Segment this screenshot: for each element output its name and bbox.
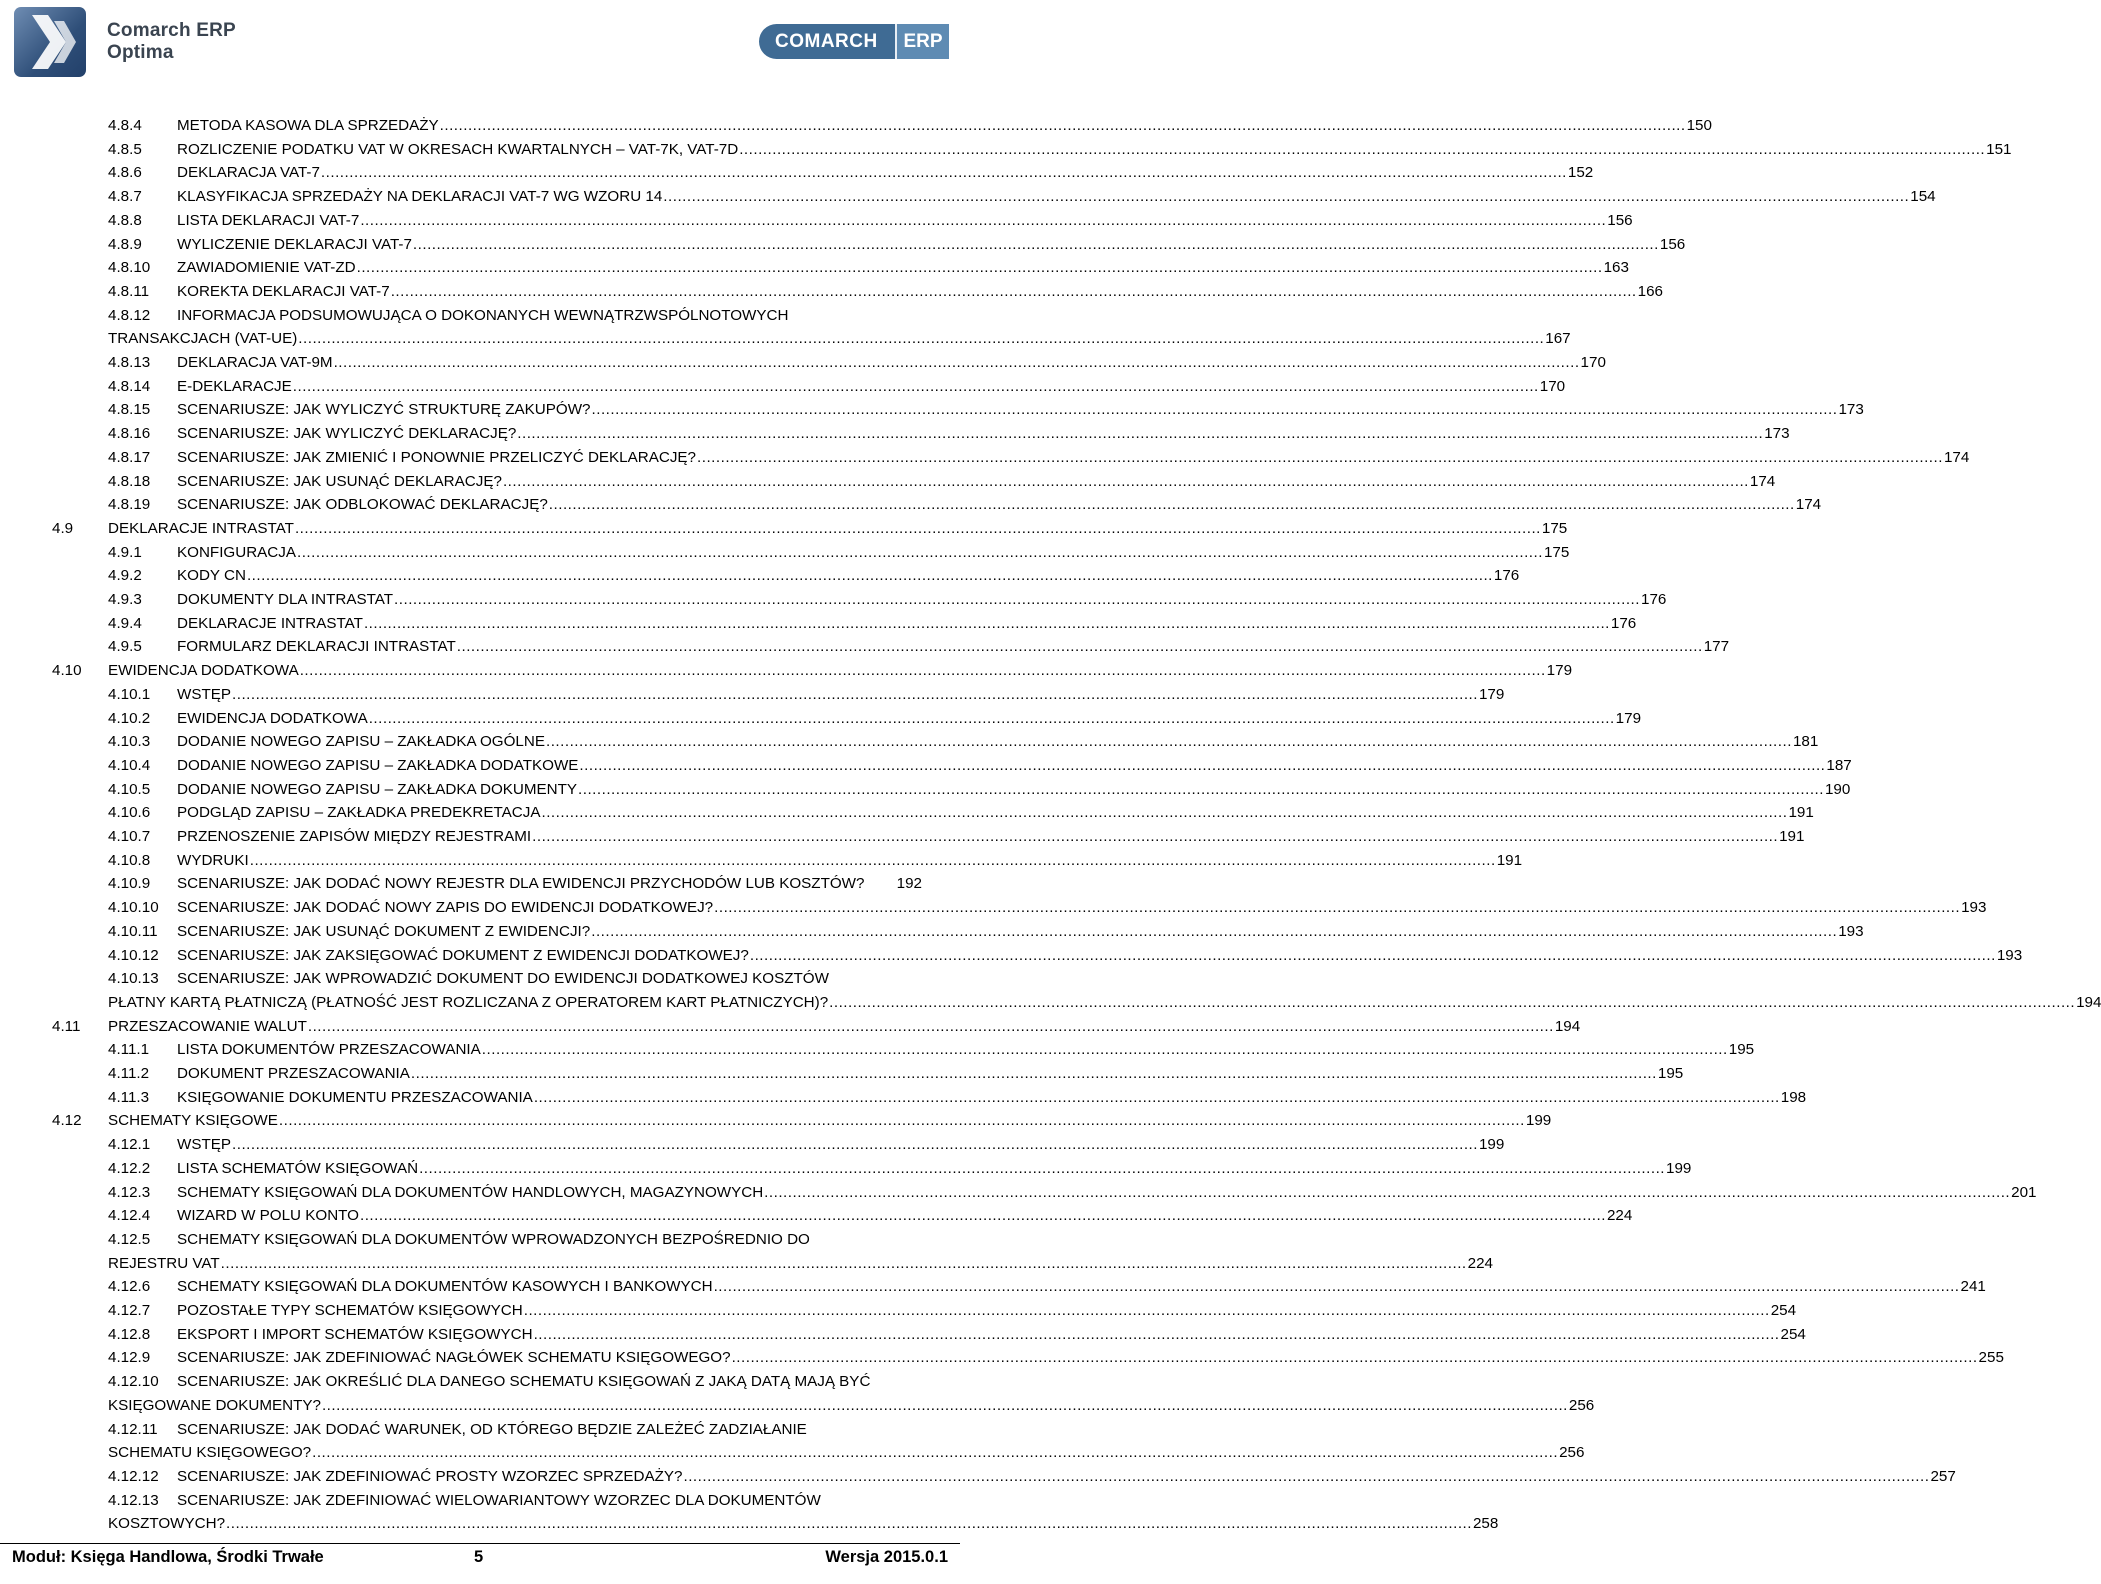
toc-leader-dots: [532, 825, 1778, 849]
toc-entry-page: 199: [1666, 1160, 1692, 1177]
toc-entry-title: WYDRUKI: [177, 852, 249, 869]
toc-entry-row[interactable]: [177, 896, 1987, 920]
toc-entry-page: 257: [1930, 1468, 1956, 1485]
toc-leader-dots: [549, 493, 1795, 517]
toc-entry-title: SCHEMATY KSIĘGOWAŃ DLA DOKUMENTÓW KASOWYCH I BANKOWYCH: [177, 1278, 713, 1295]
toc-entry-number: 4.8.18: [108, 473, 151, 490]
toc-entry-page: 187: [1826, 757, 1852, 774]
toc-entry-row[interactable]: [108, 1015, 1581, 1039]
toc-entry-page: 151: [1986, 141, 2012, 158]
toc-leader-dots: [394, 588, 1640, 612]
toc-entry-title: SCENARIUSZE: JAK USUNĄĆ DOKUMENT Z EWIDENCJI?: [177, 923, 591, 940]
toc-entry-row[interactable]: [177, 185, 1936, 209]
toc-entry-row[interactable]: [108, 1512, 1499, 1536]
footer-page-number: 5: [474, 1548, 484, 1566]
toc-entry-page: 173: [1838, 401, 1864, 418]
toc-entry-number: 4.12.5: [108, 1231, 151, 1248]
toc-entry-number: 4.12.12: [108, 1468, 159, 1485]
toc-entry-row[interactable]: [177, 754, 1852, 778]
toc-entry-page: 177: [1703, 638, 1730, 655]
toc-entry-title-continuation: PŁATNY KARTĄ PŁATNICZĄ (PŁATNOŚĆ JEST ROZLICZANA Z OPERATOREM KART PŁATNICZYCH)?: [108, 994, 829, 1011]
toc-leader-dots: [364, 612, 1610, 636]
toc-entry-page: 166: [1637, 283, 1663, 300]
toc-entry-page: 199: [1525, 1112, 1552, 1129]
toc-leader-dots: [369, 707, 1615, 731]
toc-leader-dots: [419, 1157, 1665, 1181]
toc-leader-dots: [308, 1015, 1554, 1039]
toc-entry-page: 174: [1795, 496, 1822, 513]
toc-entry-number: 4.8.17: [108, 449, 151, 466]
toc-entry-row[interactable]: [177, 138, 2012, 162]
toc-leader-dots: [534, 1086, 1780, 1110]
toc-entry-number: 4.9: [52, 520, 74, 537]
toc-entry-page: 256: [1559, 1444, 1585, 1461]
toc-entry-number: 4.12.8: [108, 1326, 151, 1343]
toc-entry-row[interactable]: [177, 683, 1505, 707]
toc-entry-title: DEKLARACJA VAT-7: [177, 164, 320, 181]
toc-entry-page: 150: [1686, 117, 1712, 134]
toc-entry-number: 4.8.13: [108, 354, 151, 371]
toc-entry-title: DEKLARACJE INTRASTAT: [177, 615, 363, 632]
toc-entry-title: POZOSTAŁE TYPY SCHEMATÓW KSIĘGOWYCH: [177, 1302, 523, 1319]
toc-entry-row[interactable]: [177, 1157, 1692, 1181]
toc-entry-title: WYLICZENIE DEKLARACJI VAT-7: [177, 236, 412, 253]
toc-entry-title: WSTĘP: [177, 1136, 232, 1153]
toc-leader-dots: [300, 659, 1546, 683]
toc-leader-dots: [279, 1109, 1525, 1133]
toc-entry-row[interactable]: [177, 161, 1594, 185]
footer-version: Wersja 2015.0.1: [825, 1548, 948, 1566]
toc-entry-number: 4.8.14: [108, 378, 151, 395]
toc-entry-row[interactable]: [177, 1323, 1806, 1347]
toc-entry-row[interactable]: [177, 256, 1629, 280]
toc-leader-dots: [357, 256, 1603, 280]
toc-entry-page: 173: [1764, 425, 1790, 442]
comarch-erp-optima-logo: [14, 7, 236, 77]
toc-entry-title: PRZENOSZENIE ZAPISÓW MIĘDZY REJESTRAMI: [177, 828, 532, 845]
toc-entry-title: SCENARIUSZE: JAK ODBLOKOWAĆ DEKLARACJĘ?: [177, 496, 548, 513]
toc-entry-title: SCENARIUSZE: JAK ZMIENIĆ I PONOWNIE PRZELICZYĆ DEKLARACJĘ?: [177, 449, 696, 466]
toc-leader-dots: [334, 351, 1580, 375]
toc-entry-title: KLASYFIKACJA SPRZEDAŻY NA DEKLARACJI VAT-7 WG WZORU 14: [177, 188, 663, 205]
toc-entry-title: DEKLARACJE INTRASTAT: [108, 520, 294, 537]
toc-leader-dots: [750, 944, 1996, 968]
toc-entry-page: 174: [1943, 449, 1970, 466]
toc-entry-title: KONFIGURACJA: [177, 544, 296, 561]
toc-entry-title[interactable]: SCENARIUSZE: JAK DODAĆ WARUNEK, OD KTÓREGO BĘDZIE ZALEŻEĆ ZADZIAŁANIE: [177, 1421, 807, 1438]
toc-leader-dots: [360, 1204, 1606, 1228]
toc-entry-page: 156: [1659, 236, 1686, 253]
toc-entry-number: 4.12.4: [108, 1207, 151, 1224]
toc-entry-title[interactable]: INFORMACJA PODSUMOWUJĄCA O DOKONANYCH WEWNĄTRZWSPÓLNOTOWYCH: [177, 307, 789, 324]
toc-entry-row[interactable]: [177, 612, 1637, 636]
toc-entry-number: 4.9.3: [108, 591, 142, 608]
toc-entry-title[interactable]: SCENARIUSZE: JAK WPROWADZIĆ DOKUMENT DO EWIDENCJI DODATKOWEJ KOSZTÓW: [177, 970, 829, 987]
toc-entry-row[interactable]: [177, 1346, 2004, 1370]
toc-leader-dots: [293, 375, 1539, 399]
toc-entry-title: DODANIE NOWEGO ZAPISU – ZAKŁADKA DOKUMENTY: [177, 781, 578, 798]
toc-leader-dots: [226, 1512, 1472, 1536]
toc-entry-number: 4.8.9: [108, 236, 142, 253]
toc-entry-row[interactable]: [177, 730, 1819, 754]
toc-entry-page: 198: [1780, 1089, 1807, 1106]
toc-entry-title-continuation: SCHEMATU KSIĘGOWEGO?: [108, 1444, 312, 1461]
toc-entry-number: 4.10.5: [108, 781, 151, 798]
toc-entry-row[interactable]: [177, 1465, 1956, 1489]
toc-entry-title: KOREKTA DEKLARACJI VAT-7: [177, 283, 390, 300]
toc-entry-title-continuation: REJESTRU VAT: [108, 1255, 220, 1272]
toc-entry-row[interactable]: [177, 778, 1851, 802]
toc-entry-page: 175: [1541, 520, 1568, 537]
toc-entry-title[interactable]: SCENARIUSZE: JAK ZDEFINIOWAĆ WIELOWARIANTOWY WZORZEC DLA DOKUMENTÓW: [177, 1492, 821, 1509]
brand-name: COMARCH: [775, 30, 878, 52]
toc-leader-dots: [663, 185, 1909, 209]
toc-entry-page: 192: [896, 875, 922, 892]
toc-entry-title: E-DEKLARACJE: [177, 378, 292, 395]
toc-leader-dots: [221, 1252, 1467, 1276]
toc-leader-dots: [517, 422, 1763, 446]
toc-entry-number: 4.10.3: [108, 733, 151, 750]
toc-entry-page: 199: [1478, 1136, 1505, 1153]
toc-entry-title: DOKUMENTY DLA INTRASTAT: [177, 591, 394, 608]
toc-entry-title: DODANIE NOWEGO ZAPISU – ZAKŁADKA DODATKOWE: [177, 757, 579, 774]
toc-entry-page: 241: [1960, 1278, 1986, 1295]
toc-entry-page: 156: [1607, 212, 1633, 229]
page-footer: [0, 1543, 960, 1584]
toc-entry-row[interactable]: [177, 375, 1566, 399]
toc-entry-row[interactable]: [177, 564, 1520, 588]
toc-entry-row[interactable]: [177, 541, 1570, 565]
toc-leader-dots: [440, 114, 1686, 138]
toc-entry-number: 4.8.6: [108, 164, 142, 181]
toc-entry-number: 4.10.2: [108, 710, 151, 727]
toc-entry-title: LISTA SCHEMATÓW KSIĘGOWAŃ: [177, 1160, 419, 1177]
toc-entry-row[interactable]: [177, 398, 1864, 422]
toc-entry-number: 4.12.6: [108, 1278, 151, 1295]
toc-entry-page: 193: [1961, 899, 1987, 916]
toc-entry-row[interactable]: [177, 635, 1730, 659]
toc-entry-title: EWIDENCJA DODATKOWA: [108, 662, 299, 679]
toc-entry-title: FORMULARZ DEKLARACJI INTRASTAT: [177, 638, 456, 655]
toc-entry-row[interactable]: [177, 944, 2023, 968]
toc-entry-title: SCENARIUSZE: JAK ZDEFINIOWAĆ PROSTY WZORZEC SPRZEDAŻY?: [177, 1468, 683, 1485]
toc-entry-row[interactable]: [177, 801, 1814, 825]
toc-entry-row[interactable]: [177, 1133, 1505, 1157]
toc-leader-dots: [232, 683, 1478, 707]
toc-entry-page: 176: [1493, 567, 1520, 584]
toc-entry-page: 170: [1539, 378, 1566, 395]
toc-entry-title[interactable]: SCENARIUSZE: JAK OKREŚLIĆ DLA DANEGO SCHEMATU KSIĘGOWAŃ Z JAKĄ DATĄ MAJĄ BYĆ: [177, 1373, 871, 1390]
toc-entry-title: LISTA DEKLARACJI VAT-7: [177, 212, 360, 229]
toc-entry-title-continuation: TRANSAKCJACH (VAT-UE): [108, 330, 298, 347]
toc-leader-dots: [578, 778, 1824, 802]
toc-entry-number: 4.12: [52, 1112, 82, 1129]
toc-entry-row[interactable]: [177, 114, 1712, 138]
toc-entry-page: 195: [1657, 1065, 1684, 1082]
toc-entry-number: 4.10.12: [108, 947, 159, 964]
toc-leader-dots: [297, 541, 1543, 565]
toc-entry-page: 175: [1543, 544, 1570, 561]
toc-entry-page: 179: [1478, 686, 1505, 703]
toc-entry-page: 224: [1606, 1207, 1633, 1224]
toc-entry-page: 163: [1603, 259, 1629, 276]
toc-entry-title: PODGLĄD ZAPISU – ZAKŁADKA PREDEKRETACJA: [177, 804, 541, 821]
toc-entry-number: 4.10: [52, 662, 82, 679]
toc-entry-row[interactable]: [108, 1252, 1493, 1276]
toc-leader-dots: [714, 896, 1960, 920]
toc-entry-row[interactable]: [108, 659, 1573, 683]
toc-leader-dots: [714, 1275, 1960, 1299]
toc-entry-number: 4.10.9: [108, 875, 151, 892]
toc-entry-number: 4.12.7: [108, 1302, 151, 1319]
toc-entry-title: SCENARIUSZE: JAK WYLICZYĆ STRUKTURĘ ZAKUPÓW?: [177, 401, 591, 418]
logo-line-2: Optima: [107, 42, 174, 63]
toc-entry-title: KSIĘGOWANIE DOKUMENTU PRZESZACOWANIA: [177, 1089, 533, 1106]
toc-entry-number: 4.8.12: [108, 307, 151, 324]
toc-leader-dots: [298, 327, 1544, 351]
toc-entry-row[interactable]: [108, 1109, 1552, 1133]
toc-entry-page: 190: [1824, 781, 1851, 798]
toc-entry-row[interactable]: [177, 1275, 1986, 1299]
toc-entry-number: 4.12.13: [108, 1492, 159, 1509]
toc-entry-row[interactable]: [177, 1181, 2037, 1205]
brand-suffix: ERP: [895, 24, 949, 59]
toc-entry-title: WIZARD W POLU KONTO: [177, 1207, 359, 1224]
toc-entry-page: 258: [1472, 1515, 1499, 1532]
toc-leader-dots: [312, 1441, 1558, 1465]
toc-entry-number: 4.12.9: [108, 1349, 151, 1366]
toc-leader-dots: [546, 730, 1792, 754]
toc-leader-dots: [579, 754, 1825, 778]
toc-entry-row[interactable]: [177, 209, 1633, 233]
optima-logo-icon: [14, 7, 86, 77]
toc-leader-dots: [322, 1394, 1568, 1418]
toc-entry-row[interactable]: [177, 446, 1970, 470]
toc-leader-dots: [683, 1465, 1929, 1489]
toc-entry-page: 174: [1749, 473, 1776, 490]
toc-leader-dots: [592, 398, 1838, 422]
toc-entry-page: 195: [1728, 1041, 1755, 1058]
toc-entry-number: 4.11.3: [108, 1089, 150, 1106]
toc-entry-number: 4.9.5: [108, 638, 142, 655]
toc-leader-dots: [321, 161, 1567, 185]
toc-entry-number: 4.10.8: [108, 852, 151, 869]
toc-entry-row[interactable]: [177, 493, 1822, 517]
toc-entry-number: 4.10.6: [108, 804, 151, 821]
toc-entry-row[interactable]: [177, 1299, 1797, 1323]
toc-entry-page: 179: [1546, 662, 1573, 679]
toc-leader-dots: [232, 1133, 1478, 1157]
toc-entry-number: 4.11: [52, 1018, 81, 1035]
toc-entry-title: SCHEMATY KSIĘGOWAŃ DLA DOKUMENTÓW HANDLOWYCH, MAGAZYNOWYCH: [177, 1184, 764, 1201]
toc-entry-row[interactable]: [177, 1204, 1633, 1228]
toc-leader-dots: [482, 1038, 1728, 1062]
toc-entry-number: 4.9.1: [108, 544, 142, 561]
toc-entry-page: 256: [1568, 1397, 1595, 1414]
toc-entry-number: 4.12.3: [108, 1184, 151, 1201]
toc-entry-title: EKSPORT I IMPORT SCHEMATÓW KSIĘGOWYCH: [177, 1326, 533, 1343]
toc-entry-title: SCENARIUSZE: JAK USUNĄĆ DEKLARACJĘ?: [177, 473, 502, 490]
toc-entry-page: 193: [1996, 947, 2023, 964]
toc-entry-page: 181: [1792, 733, 1819, 750]
toc-entry-number: 4.10.11: [108, 923, 158, 940]
toc-entry-title: SCENARIUSZE: JAK ZAKSIĘGOWAĆ DOKUMENT Z EWIDENCJI DODATKOWEJ?: [177, 947, 749, 964]
toc-leader-dots: [829, 991, 2075, 1015]
toc-entry-title: DODANIE NOWEGO ZAPISU – ZAKŁADKA OGÓLNE: [177, 733, 545, 750]
toc-entry-page: 167: [1545, 330, 1571, 347]
toc-leader-dots: [764, 1181, 2010, 1205]
toc-entry-row[interactable]: [177, 1086, 1807, 1110]
toc-entry-title: ROZLICZENIE PODATKU VAT W OKRESACH KWARTALNYCH – VAT-7K, VAT-7D: [177, 141, 739, 158]
toc-leader-dots: [732, 1346, 1978, 1370]
toc-entry-row[interactable]: [177, 707, 1642, 731]
toc-entry-title: SCENARIUSZE: JAK ZDEFINIOWAĆ NAGŁÓWEK SCHEMATU KSIĘGOWEGO?: [177, 1349, 731, 1366]
toc-entry-number: 4.10.13: [108, 970, 159, 987]
toc-entry-row[interactable]: [177, 849, 1523, 873]
toc-entry-title: EWIDENCJA DODATKOWA: [177, 710, 368, 727]
toc-entry-page: 152: [1567, 164, 1594, 181]
toc-entry-row[interactable]: [177, 872, 922, 896]
toc-leader-dots: [295, 517, 1541, 541]
toc-entry-row[interactable]: [177, 588, 1667, 612]
toc-entry-title: SCHEMATY KSIĘGOWE: [108, 1112, 278, 1129]
toc-entry-number: 4.12.2: [108, 1160, 151, 1177]
toc-entry-page: 191: [1779, 828, 1805, 845]
toc-entry-row[interactable]: [177, 825, 1805, 849]
toc-entry-row[interactable]: [177, 1062, 1684, 1086]
toc-leader-dots: [534, 1323, 1780, 1347]
toc-leader-dots: [457, 635, 1703, 659]
toc-entry-number: 4.10.10: [108, 899, 159, 916]
toc-entry-row[interactable]: [108, 1394, 1595, 1418]
toc-entry-number: 4.8.8: [108, 212, 142, 229]
toc-entry-title: PRZESZACOWANIE WALUT: [108, 1018, 307, 1035]
toc-entry-number: 4.8.19: [108, 496, 151, 513]
toc-entry-number: 4.8.10: [108, 259, 151, 276]
toc-entry-page: 191: [1496, 852, 1523, 869]
toc-entry-title: KODY CN: [177, 567, 246, 584]
toc-entry-number: 4.9.4: [108, 615, 142, 632]
toc-entry-title: ZAWIADOMIENIE VAT-ZD: [177, 259, 356, 276]
toc-leader-dots: [413, 233, 1659, 257]
toc-entry-row[interactable]: [177, 280, 1663, 304]
toc-entry-title-continuation: KSIĘGOWANE DOKUMENTY?: [108, 1397, 321, 1414]
toc-leader-dots: [541, 801, 1787, 825]
toc-leader-dots: [391, 280, 1637, 304]
toc-leader-dots: [360, 209, 1606, 233]
toc-entry-title: SCENARIUSZE: JAK WYLICZYĆ DEKLARACJĘ?: [177, 425, 517, 442]
toc-entry-page: 193: [1838, 923, 1864, 940]
toc-entry-number: 4.9.2: [108, 567, 142, 584]
toc-entry-page: 154: [1910, 188, 1936, 205]
toc-entry-number: 4.12.1: [108, 1136, 151, 1153]
toc-entry-row[interactable]: [177, 351, 1606, 375]
toc-entry-page: 191: [1788, 804, 1814, 821]
toc-entry-row[interactable]: [177, 470, 1776, 494]
toc-entry-number: 4.8.15: [108, 401, 151, 418]
toc-entry-number: 4.10.7: [108, 828, 151, 845]
toc-entry-number: 4.8.7: [108, 188, 142, 205]
toc-entry-row[interactable]: [108, 1441, 1585, 1465]
toc-entry-page: 194: [1554, 1018, 1581, 1035]
toc-entry-number: 4.8.16: [108, 425, 151, 442]
toc-leader-dots: [250, 849, 1496, 873]
comarch-erp-brand-badge: [759, 24, 949, 59]
toc-leader-dots: [247, 564, 1493, 588]
toc-entry-row[interactable]: [108, 517, 1568, 541]
toc-entry-page: 201: [2011, 1184, 2037, 1201]
toc-entry-number: 4.12.10: [108, 1373, 159, 1390]
toc-entry-number: 4.10.4: [108, 757, 151, 774]
toc-entry-number: 4.8.11: [108, 283, 150, 300]
toc-leader-dots: [591, 920, 1837, 944]
toc-entry-page: 255: [1978, 1349, 2004, 1366]
toc-entry-title: LISTA DOKUMENTÓW PRZESZACOWANIA: [177, 1041, 481, 1058]
toc-entry-title: SCENARIUSZE: JAK DODAĆ NOWY REJESTR DLA EWIDENCJI PRZYCHODÓW LUB KOSZTÓW?: [177, 875, 865, 892]
toc-entry-number: 4.8.4: [108, 117, 142, 134]
toc-entry-title: WSTĘP: [177, 686, 232, 703]
toc-entry-page: 254: [1770, 1302, 1797, 1319]
toc-entry-page: 170: [1580, 354, 1606, 371]
toc-entry-row[interactable]: [108, 327, 1571, 351]
toc-entry-number: 4.11.1: [108, 1041, 150, 1058]
toc-entry-number: 4.12.11: [108, 1421, 158, 1438]
toc-leader-dots: [524, 1299, 1770, 1323]
toc-leader-dots: [739, 138, 1985, 162]
toc-entry-number: 4.11.2: [108, 1065, 150, 1082]
toc-entry-page: 194: [2076, 994, 2101, 1011]
toc-leader-dots: [411, 1062, 1657, 1086]
toc-entry-page: 254: [1780, 1326, 1806, 1343]
toc-entry-row[interactable]: [177, 233, 1686, 257]
toc-entry-title-continuation: KOSZTOWYCH?: [108, 1515, 226, 1532]
toc-leader-dots: [697, 446, 1943, 470]
toc-entry-title: SCENARIUSZE: JAK DODAĆ NOWY ZAPIS DO EWIDENCJI DODATKOWEJ?: [177, 899, 714, 916]
logo-line-1: Comarch ERP: [107, 20, 236, 41]
toc-entry-title[interactable]: SCHEMATY KSIĘGOWAŃ DLA DOKUMENTÓW WPROWADZONYCH BEZPOŚREDNIO DO: [177, 1231, 810, 1248]
toc-entry-page: 179: [1615, 710, 1642, 727]
toc-entry-number: 4.10.1: [108, 686, 151, 703]
toc-entry-row[interactable]: [177, 422, 1790, 446]
toc-entry-page: 176: [1610, 615, 1637, 632]
toc-entry-row[interactable]: [177, 1038, 1755, 1062]
toc-entry-page: 176: [1641, 591, 1667, 608]
toc-entry-row[interactable]: [177, 920, 1864, 944]
toc-entry-title: METODA KASOWA DLA SPRZEDAŻY: [177, 117, 439, 134]
toc-entry-title: DOKUMENT PRZESZACOWANIA: [177, 1065, 410, 1082]
footer-module: Moduł: Księga Handlowa, Środki Trwałe: [12, 1548, 324, 1566]
toc-entry-page: 224: [1467, 1255, 1493, 1272]
toc-leader-dots: [503, 470, 1749, 494]
toc-entry-title: DEKLARACJA VAT-9M: [177, 354, 333, 371]
toc-entry-number: 4.8.5: [108, 141, 142, 158]
toc-entry-row[interactable]: [108, 991, 2101, 1015]
